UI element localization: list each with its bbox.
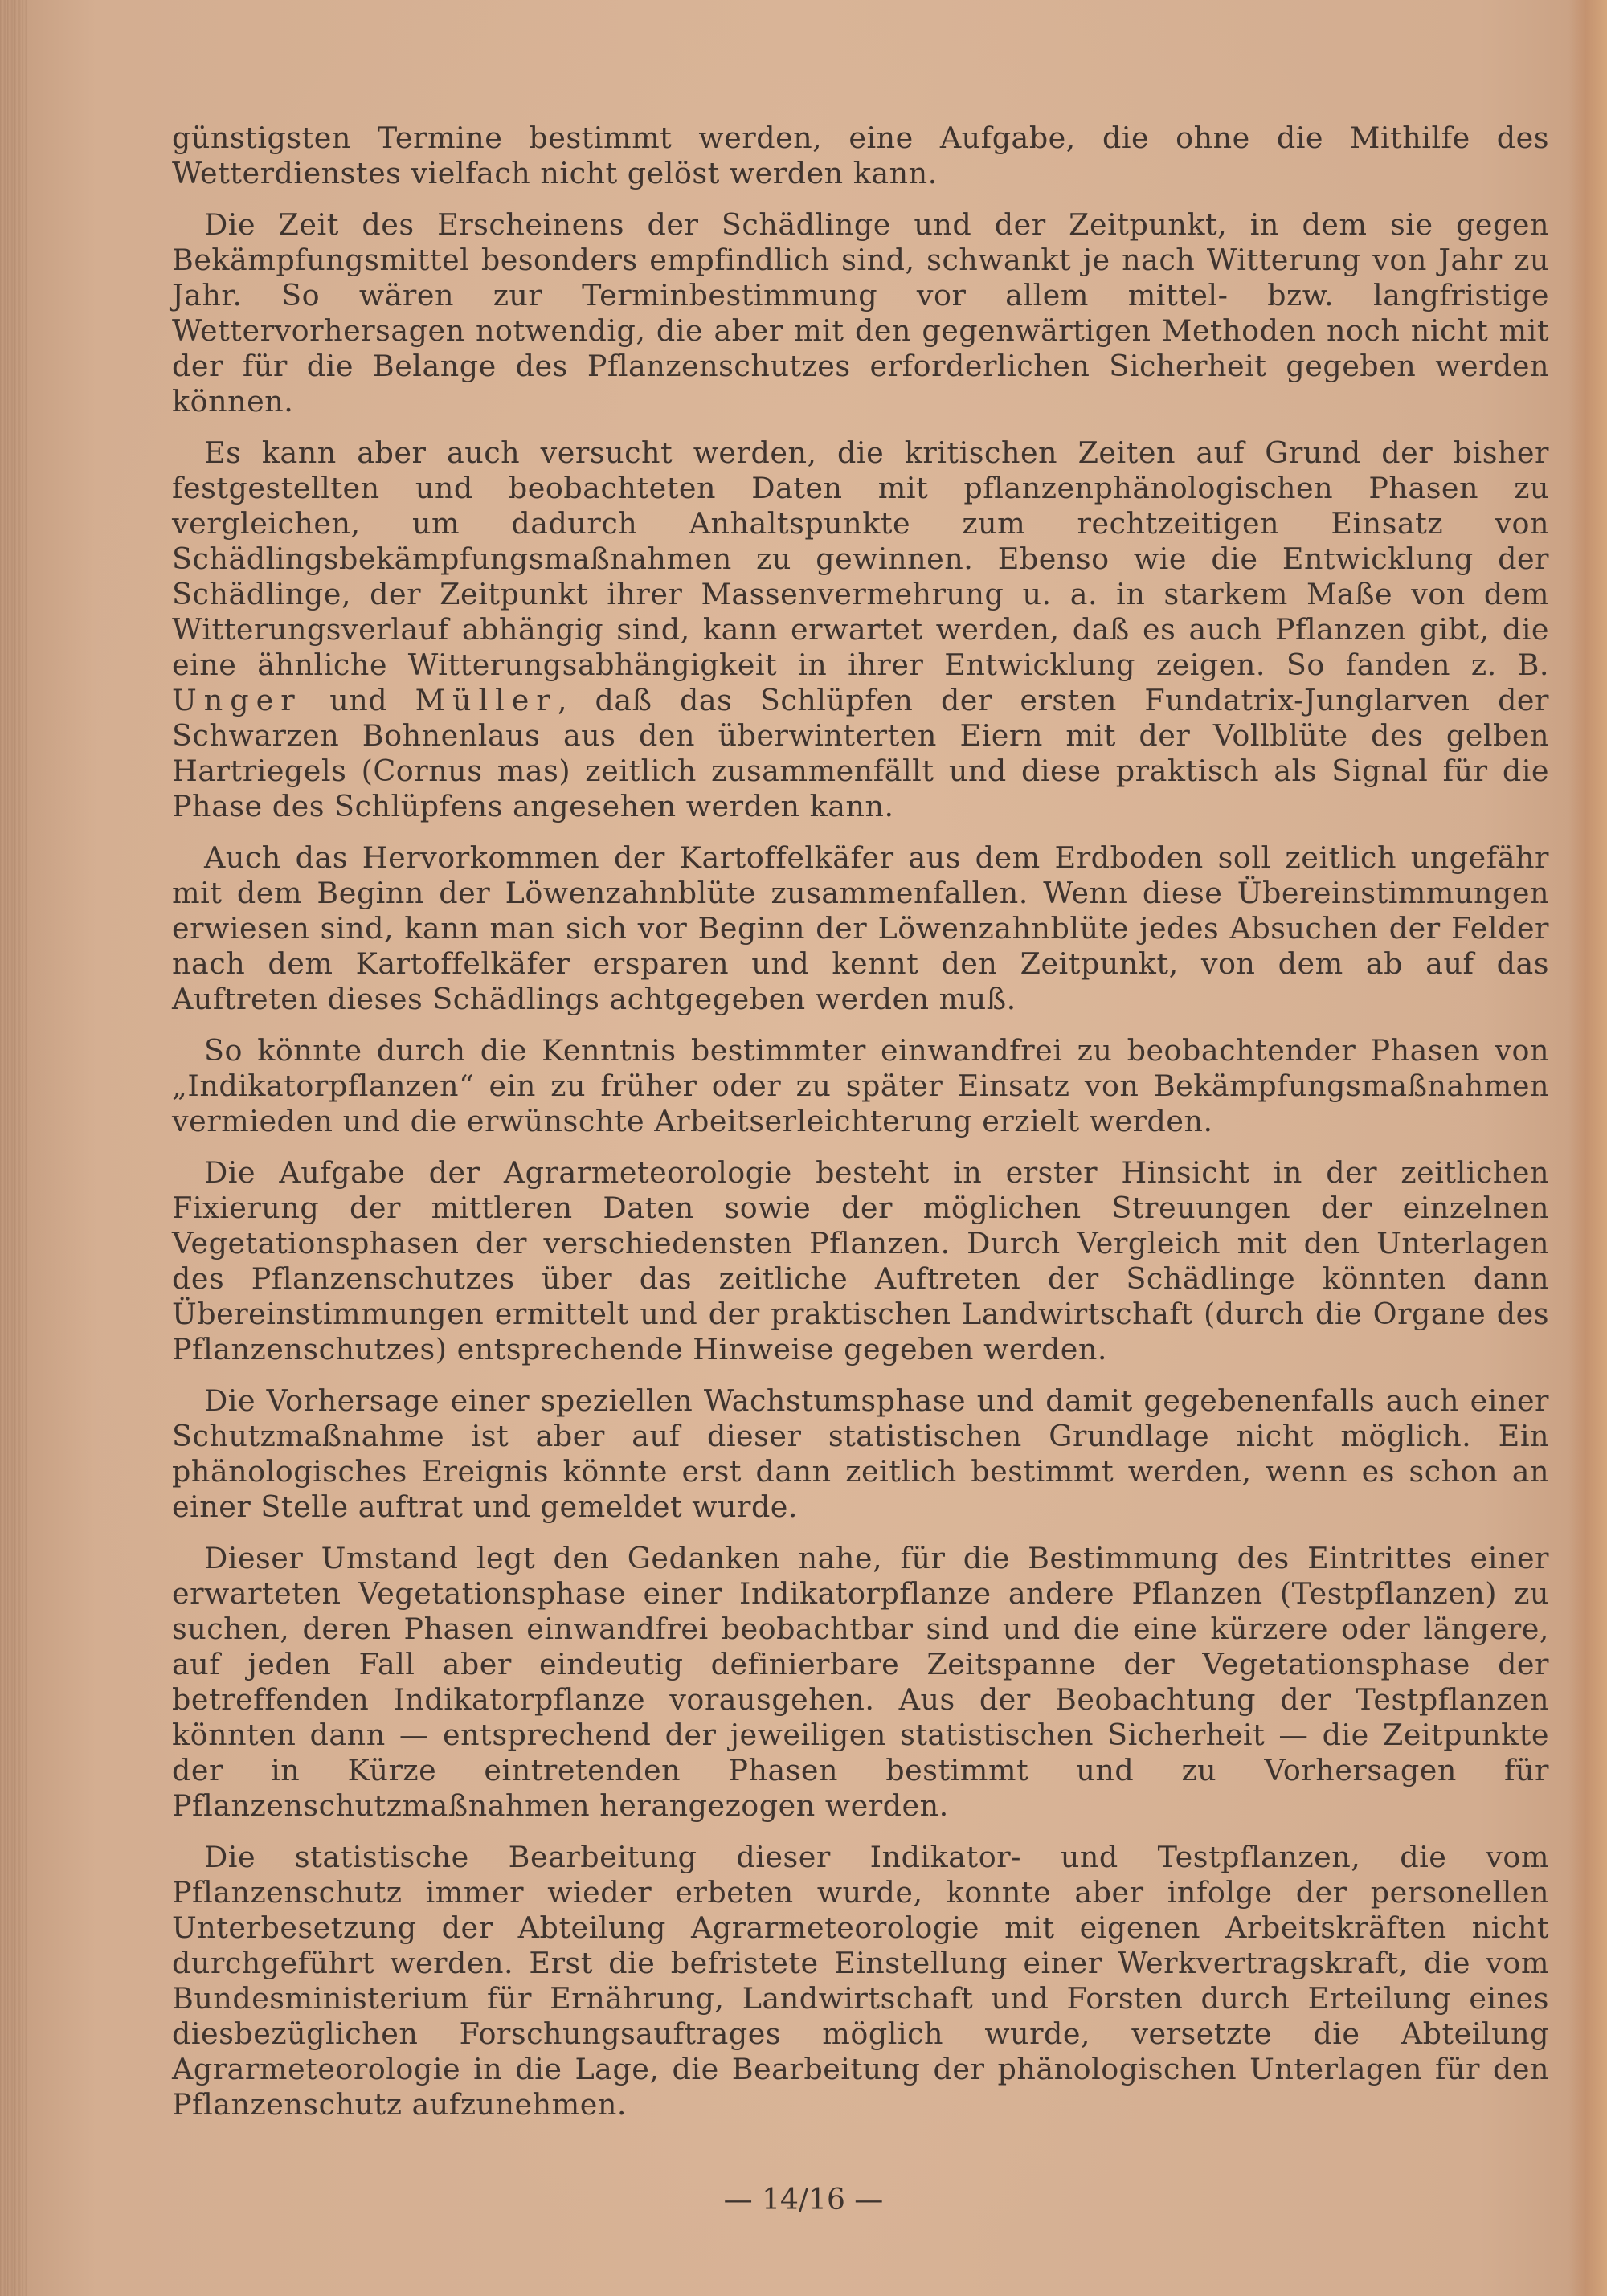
paragraph-6: Die Aufgabe der Agrarmeteorologie besteht in erster Hinsicht in der zeitlichen Fixierung der mittleren Daten sowie der möglichen Streuungen der einzelnen Vegetationsphasen der verschiedensten Pflanzen. Durch Vergleich mit den Unterlagen des Pflanzenschutzes über das zeitliche Auftreten der Schädlinge könnten dann Übereinstimmungen ermittelt und der praktischen Landwirtschaft (durch die Organe des Pflanzenschutzes) entsprechende Hinweise gegeben werden.: [172, 1155, 1549, 1367]
page-left-edge: [0, 0, 27, 2296]
paragraph-3: [172, 435, 1549, 824]
page-right-edge: [1568, 0, 1607, 2296]
author-mueller: Müller: [415, 683, 558, 717]
body-text: [172, 121, 1549, 2139]
paragraph-3-and: und: [329, 683, 388, 717]
paragraph-7: Die Vorhersage einer speziellen Wachstumsphase und damit gegebenenfalls auch einer Schutzmaßnahme ist aber auf dieser statistischen Grundlage nicht möglich. Ein phänologisches Ereignis könnte erst dann zeitlich bestimmt werden, wenn es schon an einer Stelle auftrat und gemeldet wurde.: [172, 1383, 1549, 1524]
paragraph-1: günstigsten Termine bestimmt werden, eine Aufgabe, die ohne die Mithilfe des Wetterdienstes vielfach nicht gelöst werden kann.: [172, 121, 1549, 190]
page-number: — 14/16 —: [723, 2184, 884, 2216]
paragraph-8: Dieser Umstand legt den Gedanken nahe, für die Bestimmung des Eintrittes einer erwarteten Vegetationsphase einer Indikatorpflanze andere Pflanzen (Testpflanzen) zu suchen, deren Phasen einwandfrei beobachtbar sind und die eine kürzere oder längere, auf jeden Fall aber eindeutig definierbare Zeitspanne der Vegetationsphase der betreffenden Indikatorpflanze vorausgehen. Aus der Beobachtung der Testpflanzen könnten dann — entsprechend der jeweiligen statistischen Sicherheit — die Zeitpunkte der in Kürze eintretenden Phasen bestimmt und zu Vorhersagen für Pflanzenschutzmaßnahmen herangezogen werden.: [172, 1541, 1549, 1823]
paragraph-3-part-1: Es kann aber auch versucht werden, die kritischen Zeiten auf Grund der bisher festgestellten und beobachteten Daten mit pflanzenphänologischen Phasen zu vergleichen, um dadurch Anhaltspunkte zum rechtzeitigen Einsatz von Schädlingsbekämpfungsmaßnahmen zu gewinnen. Ebenso wie die Entwicklung der Schädlinge, der Zeitpunkt ihrer Massenvermehrung u. a. in starkem Maße von dem Witterungsverlauf abhängig sind, kann erwartet werden, daß es auch Pflanzen gibt, die eine ähnliche Witterungsabhängigkeit in ihrer Entwicklung zeigen. So fanden z. B.: [172, 435, 1549, 682]
paragraph-2: Die Zeit des Erscheinens der Schädlinge und der Zeitpunkt, in dem sie gegen Bekämpfungsmittel besonders empfindlich sind, schwankt je nach Witterung von Jahr zu Jahr. So wären zur Terminbestimmung vor allem mittel- bzw. langfristige Wettervorhersagen notwendig, die aber mit den gegenwärtigen Methoden noch nicht mit der für die Belange des Pflanzenschutzes erforderlichen Sicherheit gegeben werden können.: [172, 207, 1549, 419]
paragraph-4: Auch das Hervorkommen der Kartoffelkäfer aus dem Erdboden soll zeitlich ungefähr mit dem Beginn der Löwenzahnblüte zusammenfallen. Wenn diese Übereinstimmungen erwiesen sind, kann man sich vor Beginn der Löwenzahnblüte jedes Absuchen der Felder nach dem Kartoffelkäfer ersparen und kennt den Zeitpunkt, von dem ab auf das Auftreten dieses Schädlings achtgegeben werden muß.: [172, 840, 1549, 1016]
paragraph-3-part-2: , daß das Schlüpfen der ersten Fundatrix-Junglarven der Schwarzen Bohnenlaus aus den überwinterten Eiern mit der Vollblüte des gelben Hartriegels (Cornus mas) zeitlich zusammenfällt und diese praktisch als Signal für die Phase des Schlüpfens angesehen werden kann.: [172, 683, 1549, 823]
paragraph-9: Die statistische Bearbeitung dieser Indikator- und Testpflanzen, die vom Pflanzenschutz immer wieder erbeten wurde, konnte aber infolge der personellen Unterbesetzung der Abteilung Agrarmeteorologie mit eigenen Arbeitskräften nicht durchgeführt werden. Erst die befristete Einstellung einer Werkvertragskraft, die vom Bundesministerium für Ernährung, Landwirtschaft und Forsten durch Erteilung eines diesbezüglichen Forschungsauftrages möglich wurde, versetzte die Abteilung Agrarmeteorologie in die Lage, die Bearbeitung der phänologischen Unterlagen für den Pflanzenschutz aufzunehmen.: [172, 1840, 1549, 2122]
paragraph-5: So könnte durch die Kenntnis bestimmter einwandfrei zu beobachtender Phasen von „Indikatorpflanzen“ ein zu früher oder zu später Einsatz von Bekämpfungsmaßnahmen vermieden und die erwünschte Arbeitserleichterung erzielt werden.: [172, 1033, 1549, 1138]
author-unger: Unger: [172, 683, 302, 717]
